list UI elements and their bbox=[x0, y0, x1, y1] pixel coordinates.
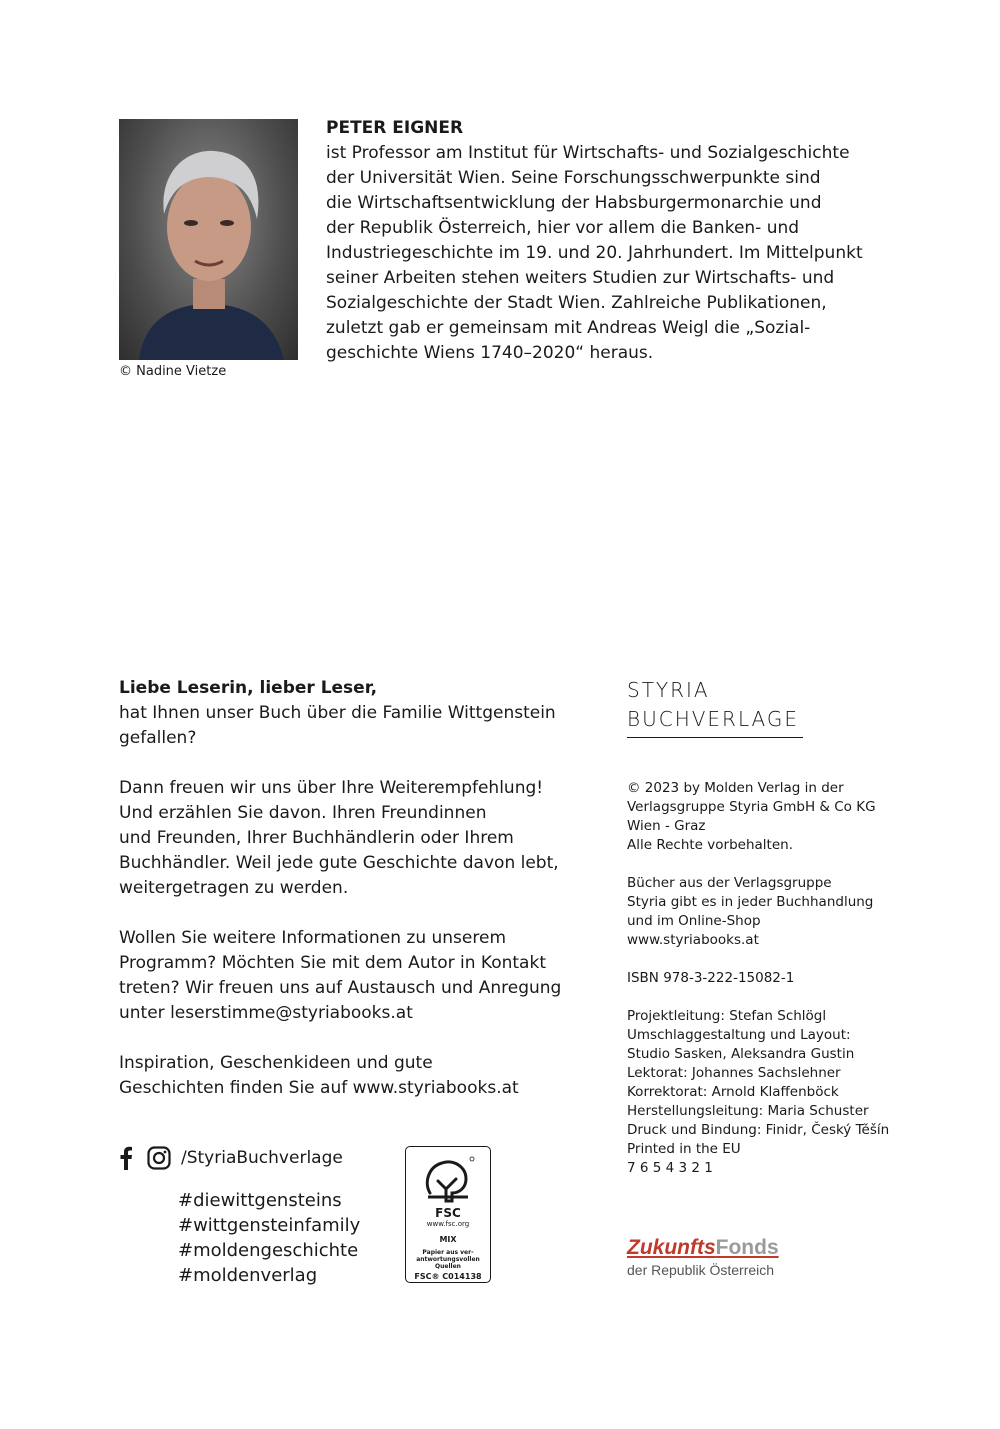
zukunftsfonds-wordmark bbox=[627, 1237, 779, 1259]
hashtag[interactable]: #wittgensteinfamily bbox=[178, 1215, 361, 1236]
imprint-line: Umschlaggestaltung und Layout: bbox=[627, 1027, 851, 1043]
letter-line: gefallen? bbox=[119, 728, 197, 748]
letter-line: Und erzählen Sie davon. Ihren Freundinnen bbox=[119, 803, 487, 823]
letter-paragraph-3 bbox=[119, 926, 599, 1026]
letter-line: Wollen Sie weitere Informationen zu unserem bbox=[119, 928, 507, 948]
letter-greeting: Liebe Leserin, lieber Leser, bbox=[119, 678, 378, 698]
shop-block bbox=[627, 874, 947, 950]
facebook-icon[interactable] bbox=[119, 1146, 133, 1170]
letter-line: Inspiration, Geschenkideen und gute bbox=[119, 1053, 433, 1073]
fsc-site: www.fsc.org bbox=[426, 1220, 470, 1228]
fsc-brand: FSC bbox=[435, 1206, 461, 1220]
letter-paragraph-2 bbox=[119, 776, 599, 901]
imprint-line: Printed in the EU bbox=[627, 1141, 741, 1157]
hashtag-list bbox=[178, 1188, 360, 1288]
letter-line: treten? Wir freuen uns auf Austausch und Anregung bbox=[119, 978, 562, 998]
fsc-desc-line: Quellen bbox=[435, 1263, 461, 1270]
imprint-line: Projektleitung: Stefan Schlögl bbox=[627, 1008, 827, 1024]
wordmark-part-1: Zukunfts bbox=[627, 1236, 716, 1259]
bio-line: Industriegeschichte im 19. und 20. Jahrhundert. Im Mittelpunkt bbox=[326, 243, 863, 263]
imprint-line: Druck und Bindung: Finidr, Český Těšín bbox=[627, 1122, 890, 1138]
imprint-line: Bücher aus der Verlagsgruppe bbox=[627, 875, 832, 891]
hashtag[interactable]: #diewittgensteins bbox=[178, 1190, 342, 1211]
author-bio bbox=[326, 116, 906, 366]
letter-line: hat Ihnen unser Buch über die Familie Wittgenstein bbox=[119, 703, 556, 723]
portrait-image bbox=[119, 119, 298, 360]
imprint-line: Korrektorat: Arnold Klaffenböck bbox=[627, 1084, 839, 1100]
author-name: PETER EIGNER bbox=[326, 118, 464, 138]
photo-credit: © Nadine Vietze bbox=[119, 364, 227, 379]
fsc-desc-line: antwortungsvollen bbox=[416, 1256, 480, 1263]
hashtag[interactable]: #moldengeschichte bbox=[178, 1240, 359, 1261]
instagram-icon[interactable] bbox=[147, 1146, 171, 1170]
fsc-code: FSC® C014138 bbox=[414, 1272, 482, 1281]
imprint-line: und im Online-Shop bbox=[627, 913, 761, 929]
letter-line: und Freunden, Ihrer Buchhändlerin oder Ihrem bbox=[119, 828, 514, 848]
fsc-mix: MIX bbox=[439, 1235, 457, 1244]
imprint-line: Alle Rechte vorbehalten. bbox=[627, 837, 793, 853]
imprint-line: Verlagsgruppe Styria GmbH & Co KG bbox=[627, 799, 876, 815]
publisher-logo bbox=[627, 676, 799, 734]
fsc-label bbox=[405, 1146, 491, 1283]
hashtag[interactable]: #moldenverlag bbox=[178, 1265, 318, 1286]
logo-line-1: STYRIA bbox=[627, 678, 710, 702]
reader-letter bbox=[119, 676, 599, 1126]
imprint-line: 7 6 5 4 3 2 1 bbox=[627, 1160, 713, 1176]
wordmark-part-2: Fonds bbox=[715, 1236, 779, 1259]
bio-line: seiner Arbeiten stehen weiters Studien zur Wirtschafts- und bbox=[326, 268, 835, 288]
fsc-desc-line: Papier aus ver- bbox=[422, 1249, 474, 1256]
letter-line: Programm? Möchten Sie mit dem Autor in Kontakt bbox=[119, 953, 546, 973]
imprint bbox=[627, 779, 947, 1197]
zukunftsfonds-subtitle: der Republik Österreich bbox=[627, 1262, 775, 1278]
fsc-description bbox=[406, 1249, 490, 1270]
author-photo bbox=[119, 119, 298, 360]
letter-line: Buchhändler. Weil jede gute Geschichte davon lebt, bbox=[119, 853, 559, 873]
letter-paragraph-4 bbox=[119, 1051, 599, 1101]
social-handle[interactable]: /StyriaBuchverlage bbox=[181, 1148, 343, 1168]
bio-line: der Republik Österreich, hier vor allem die Banken- und bbox=[326, 218, 800, 238]
bio-line: zuletzt gab er gemeinsam mit Andreas Weigl die „Sozial- bbox=[326, 318, 811, 338]
letter-line: unter leserstimme@styriabooks.at bbox=[119, 1003, 413, 1023]
letter-line: Dann freuen wir uns über Ihre Weiterempfehlung! bbox=[119, 778, 544, 798]
zukunftsfonds-logo bbox=[627, 1237, 779, 1278]
letter-line: Geschichten finden Sie auf www.styriabooks.at bbox=[119, 1078, 519, 1098]
imprint-line: Lektorat: Johannes Sachslehner bbox=[627, 1065, 841, 1081]
credits-block bbox=[627, 1007, 947, 1178]
imprint-line: Studio Sasken, Aleksandra Gustin bbox=[627, 1046, 855, 1062]
bio-line: der Universität Wien. Seine Forschungsschwerpunkte sind bbox=[326, 168, 821, 188]
logo-line-2: BUCHVERLAGE bbox=[627, 707, 800, 731]
logo-divider bbox=[627, 737, 803, 738]
bio-line: die Wirtschaftsentwicklung der Habsburgermonarchie und bbox=[326, 193, 822, 213]
imprint-line: Herstellungsleitung: Maria Schuster bbox=[627, 1103, 869, 1119]
isbn-block bbox=[627, 969, 947, 988]
isbn: ISBN 978-3-222-15082-1 bbox=[627, 970, 795, 986]
imprint-line: Wien - Graz bbox=[627, 818, 706, 834]
social-links bbox=[119, 1145, 343, 1171]
imprint-link[interactable]: www.styriabooks.at bbox=[627, 932, 759, 948]
copyright-block bbox=[627, 779, 947, 855]
fsc-tree-icon bbox=[418, 1153, 478, 1203]
imprint-line: Styria gibt es in jeder Buchhandlung bbox=[627, 894, 874, 910]
imprint-line: © 2023 by Molden Verlag in der bbox=[627, 780, 844, 796]
bio-line: Sozialgeschichte der Stadt Wien. Zahlreiche Publikationen, bbox=[326, 293, 827, 313]
bio-line: ist Professor am Institut für Wirtschafts- und Sozialgeschichte bbox=[326, 143, 850, 163]
letter-paragraph-1 bbox=[119, 701, 599, 751]
letter-line: weitergetragen zu werden. bbox=[119, 878, 349, 898]
bio-line: geschichte Wiens 1740–2020“ heraus. bbox=[326, 343, 654, 363]
